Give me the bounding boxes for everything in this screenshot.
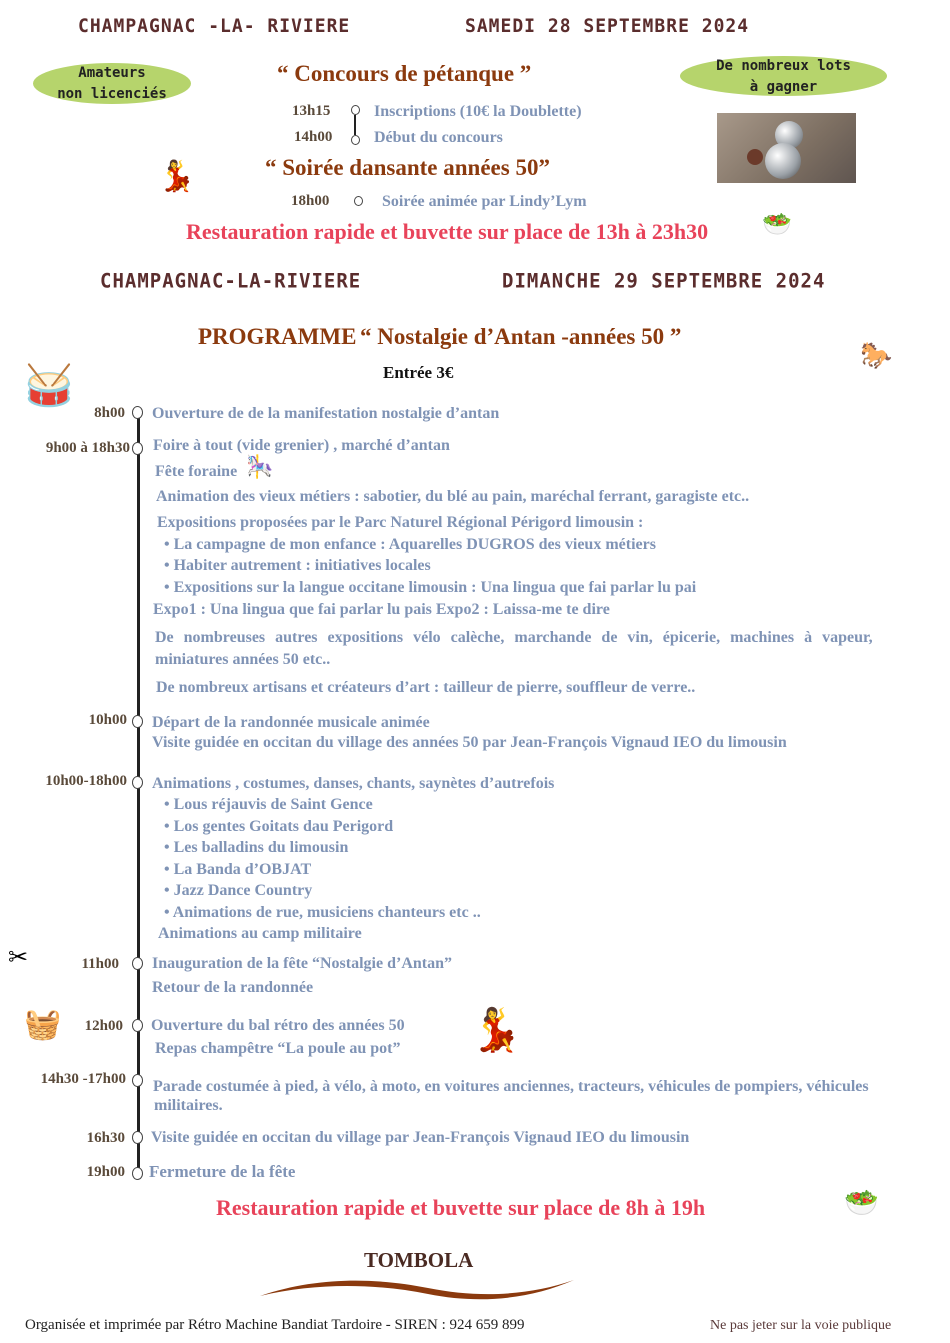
badge-line: à gagner [749, 79, 818, 95]
time: 12h00 [84, 1018, 123, 1034]
sunday-food-banner: Restauration rapide et buvette sur place de 8h à 19h [216, 1195, 706, 1220]
soiree-title: “ Soirée dansante années 50” [265, 155, 550, 180]
event-text: Ouverture du bal rétro des années 50 [151, 1017, 405, 1034]
event-text: Animations au camp militaire [158, 925, 362, 942]
badge-amateurs [33, 63, 191, 104]
timeline-line [137, 414, 140, 1172]
list-item: • Les balladins du limousin [164, 840, 348, 856]
event-text: Début du concours [374, 129, 503, 146]
saturday-place: CHAMPAGNAC -LA- RIVIERE [78, 15, 351, 38]
time: 10h00-18h00 [45, 773, 127, 789]
event-text: Visite guidée en occitan du village des années 50 par Jean-François Vignaud IEO du limousin [152, 734, 787, 751]
carousel-icon: 🎠 [246, 454, 274, 479]
basket-icon: 🧺 [24, 1008, 62, 1041]
list-item: • La Banda d’OBJAT [164, 862, 311, 878]
badge-line: De nombreux lots [716, 58, 851, 74]
event-text: Visite guidée en occitan du village par Jean-François Vignaud IEO du limousin [151, 1129, 690, 1146]
ribbon-scissors-icon: ✂ [8, 945, 29, 971]
timeline-dot [132, 1131, 143, 1144]
event-text: Retour de la randonnée [152, 979, 314, 996]
footer-organizer: Organisée et imprimée par Rétro Machine Bandiat Tardoire - SIREN : 924 659 899 [25, 1317, 525, 1333]
sunday-place: CHAMPAGNAC-LA-RIVIERE [100, 269, 362, 293]
food-plate-icon: 🥗 [762, 212, 792, 238]
timeline-dot [351, 135, 360, 145]
horse-carriage-icon: 🐎 [860, 341, 893, 370]
time: 11h00 [81, 956, 119, 972]
time: 10h00 [88, 712, 127, 728]
event-text: Animation des vieux métiers : sabotier, du blé au pain, maréchal ferrant, garagiste etc.. [156, 488, 750, 505]
programme-label: PROGRAMME [198, 324, 357, 349]
event-text: Fête foraine [155, 463, 238, 480]
timeline-line [354, 115, 356, 135]
time: 13h15 [292, 103, 331, 119]
list-item: • Habiter autrement : initiatives locales [164, 558, 431, 574]
timeline-dot [354, 196, 363, 206]
list-item: • Expositions sur la langue occitane limousin : Una lingua que fai parlar lu pai [164, 580, 696, 596]
petanque-photo [717, 113, 856, 183]
event-text: Parade costumée à pied, à vélo, à moto, en voitures anciennes, tracteurs, véhicules de pompiers, véhicules [153, 1078, 869, 1095]
saturday-food-banner: Restauration rapide et buvette sur place de 13h à 23h30 [186, 219, 709, 244]
event-text: Inscriptions (10€ la Doublette) [374, 103, 582, 120]
event-text: Départ de la randonnée musicale animée [152, 714, 430, 731]
list-item: • La campagne de mon enfance : Aquarelles DUGROS des vieux métiers [164, 537, 656, 553]
event-text: Expo1 : Una lingua que fai parlar lu pais Expo2 : Laissa-me te dire [153, 601, 610, 618]
event-text: Fermeture de la fête [149, 1162, 296, 1181]
event-text: Animations , costumes, danses, chants, saynètes d’autrefois [152, 775, 555, 792]
list-item: • Animations de rue, musiciens chanteurs etc .. [164, 905, 481, 921]
event-text: miniatures années 50 etc.. [155, 651, 331, 668]
petanque-title: “ Concours de pétanque ” [277, 61, 532, 86]
event-text: militaires. [154, 1097, 223, 1114]
time: 14h00 [294, 129, 333, 145]
timeline-dot [132, 406, 143, 419]
event-text: Expositions proposées par le Parc Naturel Régional Périgord limousin : [157, 514, 644, 531]
list-item: • Los gentes Goitats dau Perigord [164, 819, 393, 835]
entry-price: Entrée 3€ [383, 363, 454, 382]
timeline-dot [132, 442, 143, 455]
timeline-dot [132, 715, 143, 728]
time: 8h00 [94, 405, 125, 421]
footer-notice: Ne pas jeter sur la voie publique [710, 1318, 892, 1333]
event-text: Foire à tout (vide grenier) , marché d’antan [153, 437, 450, 454]
event-text: De nombreux artisans et créateurs d’art : tailleur de pierre, souffleur de verre.. [156, 679, 696, 696]
event-text: De nombreuses autres expositions vélo calèche, marchande de vin, épicerie, machines à vapeur, [155, 629, 873, 646]
timeline-dot [132, 776, 143, 789]
badge-line: non licenciés [57, 86, 167, 102]
event-text: Ouverture de de la manifestation nostalgie d’antan [152, 405, 500, 422]
timeline-dot [132, 1167, 143, 1180]
tombola-title: TOMBOLA [364, 1248, 474, 1272]
event-text: Repas champêtre “La poule au pot” [155, 1040, 401, 1057]
time: 16h30 [86, 1130, 125, 1146]
timeline-dot [132, 957, 143, 970]
dancers-icon: 💃 [470, 1008, 523, 1054]
dancers-icon: 💃 [158, 160, 196, 193]
badge-line: Amateurs [78, 65, 146, 81]
list-item: • Jazz Dance Country [164, 883, 312, 899]
drummer-icon: 🥁 [24, 363, 74, 408]
event-text: Soirée animée par Lindy’Lym [382, 193, 587, 210]
list-item: • Lous réjauvis de Saint Gence [164, 797, 373, 813]
time: 14h30 -17h00 [40, 1071, 126, 1087]
sunday-date: DIMANCHE 29 SEPTEMBRE 2024 [502, 269, 826, 293]
food-plate-icon: 🥗 [844, 1188, 879, 1219]
badge-prizes [680, 56, 887, 96]
programme-title: “ Nostalgie d’Antan -années 50 ” [360, 324, 682, 349]
timeline-dot [132, 1074, 143, 1087]
saturday-date: SAMEDI 28 SEPTEMBRE 2024 [465, 15, 750, 38]
time: 18h00 [291, 193, 330, 209]
timeline-dot [351, 105, 360, 115]
time: 9h00 à 18h30 [45, 440, 130, 456]
time: 19h00 [86, 1164, 125, 1180]
decorative-swash [258, 1276, 578, 1300]
event-text: Inauguration de la fête “Nostalgie d’Antan” [152, 955, 453, 972]
timeline-dot [132, 1019, 143, 1032]
